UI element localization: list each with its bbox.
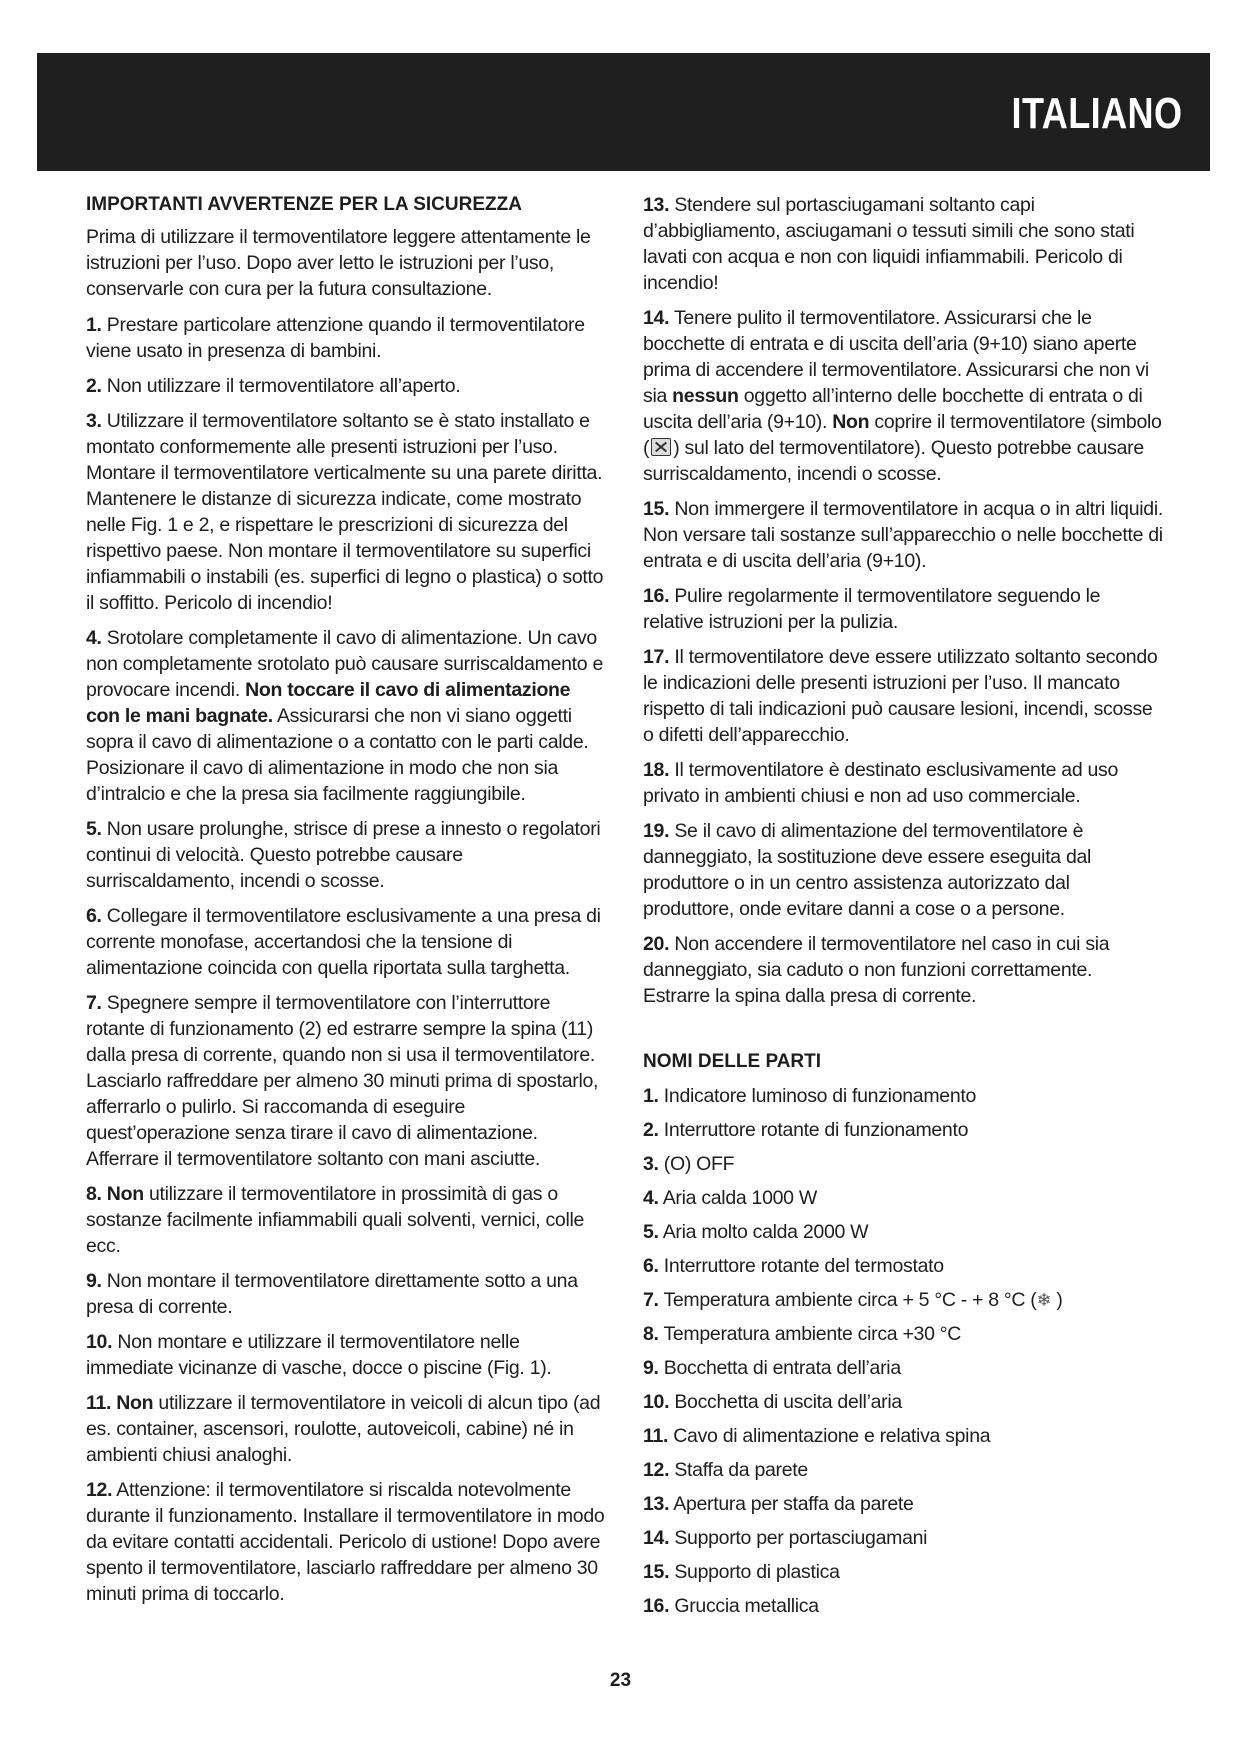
part-item-10: 10. Bocchetta di uscita dell’aria: [643, 1391, 902, 1413]
left-column: [86, 192, 606, 1616]
safety-item-12: 12. Attenzione: il termoventilatore si riscalda notevolmente durante il funzionamento. Installare il termoventilatore in modo da evitare contatti accidentali. Pericolo di ustione! Dopo avere spento il termoventilatore, lasciarlo raffreddare per almeno 30 minuti prima di toccarlo.: [86, 1479, 605, 1605]
page-number: 23: [609, 1670, 632, 1691]
safety-item-9: 9. Non montare il termoventilatore direttamente sotto a una presa di corrente.: [86, 1270, 578, 1318]
frost-icon: ❄: [1036, 1290, 1052, 1310]
part-item-12: 12. Staffa da parete: [643, 1459, 808, 1481]
part-item-11: 11. Cavo di alimentazione e relativa spina: [643, 1425, 991, 1447]
safety-item-3: 3. Utilizzare il termoventilatore soltanto se è stato installato e montato conformemente alle presenti istruzioni per l’uso. Montare il termoventilatore verticalmente su una parete diritta. Mantenere le distanze di sicurezza indicate, come mostrato nelle Fig. 1 e 2, e rispettare le prescrizioni di sicurezza del rispettivo paese. Non montare il termoventilatore su superfici infiammabili o instabili (es. superfici di legno o plastica) o sotto il soffitto. Pericolo di incendio!: [86, 410, 604, 614]
safety-item-6: 6. Collegare il termoventilatore esclusivamente a una presa di corrente monofase, accertandosi che la tensione di alimentazione coincida con quella riportata sulla targhetta.: [86, 905, 601, 979]
safety-item-17: 17. Il termoventilatore deve essere utilizzato soltanto secondo le indicazioni delle presenti istruzioni per l’uso. Il mancato rispetto di tali indicazioni può causare lesioni, incendi, scosse o difetti dell’apparecchio.: [643, 646, 1158, 746]
part-item-9: 9. Bocchetta di entrata dell’aria: [643, 1357, 901, 1379]
do-not-cover-icon: [651, 438, 671, 456]
part-item-13: 13. Apertura per staffa da parete: [643, 1493, 914, 1515]
safety-item-11: 11. Non utilizzare il termoventilatore in veicoli di alcun tipo (ad es. container, ascensori, roulotte, autoveicoli, cabine) né in ambienti chiusi analoghi.: [86, 1392, 601, 1466]
safety-item-5: 5. Non usare prolunghe, strisce di prese a innesto o regolatori continui di velocità. Questo potrebbe causare surriscaldamento, incendi o scosse.: [86, 818, 601, 892]
part-item-4: 4. Aria calda 1000 W: [643, 1187, 817, 1209]
safety-item-20: 20. Non accendere il termoventilatore nel caso in cui sia danneggiato, sia caduto o non funzioni correttamente. Estrarre la spina dalla presa di corrente.: [643, 933, 1110, 1007]
part-item-14: 14. Supporto per portasciugamani: [643, 1527, 928, 1549]
part-item-5: 5. Aria molto calda 2000 W: [643, 1221, 869, 1243]
right-column: [643, 192, 1163, 1627]
safety-item-1: 1. Prestare particolare attenzione quando il termoventilatore viene usato in presenza di bambini.: [86, 314, 585, 362]
language-title: ITALIANO: [1011, 89, 1182, 138]
part-item-15: 15. Supporto di plastica: [643, 1561, 840, 1583]
safety-item-4: 4. Srotolare completamente il cavo di alimentazione. Un cavo non completamente srotolato può causare surriscaldamento e provocare incendi. Non toccare il cavo di alimentazione con le mani bagnate. Assicurarsi che non vi siano oggetti sopra il cavo di alimentazione o a contatto con le parti calde. Posizionare il cavo di alimentazione in modo che non sia d’intralcio e che la presa sia facilmente raggiungibile.: [86, 627, 603, 805]
parts-heading: NOMI DELLE PARTI: [643, 1051, 822, 1072]
safety-item-13: 13. Stendere sul portasciugamani soltanto capi d’abbigliamento, asciugamani o tessuti simili che sono stati lavati con acqua e non con liquidi infiammabili. Pericolo di incendio!: [643, 194, 1135, 294]
safety-item-8: 8. Non utilizzare il termoventilatore in prossimità di gas o sostanze facilmente infiammabili quali solventi, vernici, colle ecc.: [86, 1183, 585, 1257]
safety-item-18: 18. Il termoventilatore è destinato esclusivamente ad uso privato in ambienti chiusi e non ad uso commerciale.: [643, 759, 1119, 807]
part-item-7: 7. Temperatura ambiente circa + 5 °C - + 8 °C (❄ ): [643, 1289, 1063, 1311]
part-item-8: 8. Temperatura ambiente circa +30 °C: [643, 1323, 962, 1345]
safety-heading: IMPORTANTI AVVERTENZE PER LA SICUREZZA: [86, 194, 522, 215]
safety-item-7: 7. Spegnere sempre il termoventilatore con l’interruttore rotante di funzionamento (2) ed estrarre sempre la spina (11) dalla presa di corrente, quando non si usa il termoventilatore. Lasciarlo raffreddare per almeno 30 minuti prima di spostarlo, afferrarlo o pulirlo. Si raccomanda di eseguire quest’operazione senza tirare il cavo di alimentazione. Afferrare il termoventilatore soltanto con mani asciutte.: [86, 992, 599, 1170]
language-header-bar: [37, 53, 1210, 171]
safety-item-15: 15. Non immergere il termoventilatore in acqua o in altri liquidi. Non versare tali sostanze sull’apparecchio o nelle bocchette di entrata e di uscita dell’aria (9+10).: [643, 498, 1163, 572]
safety-item-16: 16. Pulire regolarmente il termoventilatore seguendo le relative istruzioni per la pulizia.: [643, 585, 1101, 633]
part-item-1: 1. Indicatore luminoso di funzionamento: [643, 1085, 977, 1107]
parts-list: [643, 1083, 1163, 1619]
safety-item-14: 14. Tenere pulito il termoventilatore. Assicurarsi che le bocchette di entrata e di uscita dell’aria (9+10) siano aperte prima di accendere il termoventilatore. Assicurarsi che non vi sia nessun oggetto all’interno delle bocchette di entrata o di uscita dell’aria (9+10). Non coprire il termoventilatore (simbolo ( ) sul lato del termoventilatore). Questo potrebbe causare surriscaldamento, incendi o scosse.: [643, 307, 1162, 485]
part-item-6: 6. Interruttore rotante del termostato: [643, 1255, 944, 1277]
safety-item-19: 19. Se il cavo di alimentazione del termoventilatore è danneggiato, la sostituzione deve essere eseguita dal produttore o in un centro assistenza autorizzato dal produttore, onde evitare danni a cose o a persone.: [643, 820, 1092, 920]
part-item-2: 2. Interruttore rotante di funzionamento: [643, 1119, 969, 1141]
safety-intro: Prima di utilizzare il termoventilatore leggere attentamente le istruzioni per l’uso. Dopo aver letto le istruzioni per l’uso, conservarle con cura per la futura consultazione.: [86, 226, 591, 300]
safety-item-10: 10. Non montare e utilizzare il termoventilatore nelle immediate vicinanze di vasche, docce o piscine (Fig. 1).: [86, 1331, 552, 1379]
safety-item-2: 2. Non utilizzare il termoventilatore all’aperto.: [86, 375, 461, 397]
part-item-3: 3. (O) OFF: [643, 1153, 735, 1175]
part-item-16: 16. Gruccia metallica: [643, 1595, 819, 1617]
